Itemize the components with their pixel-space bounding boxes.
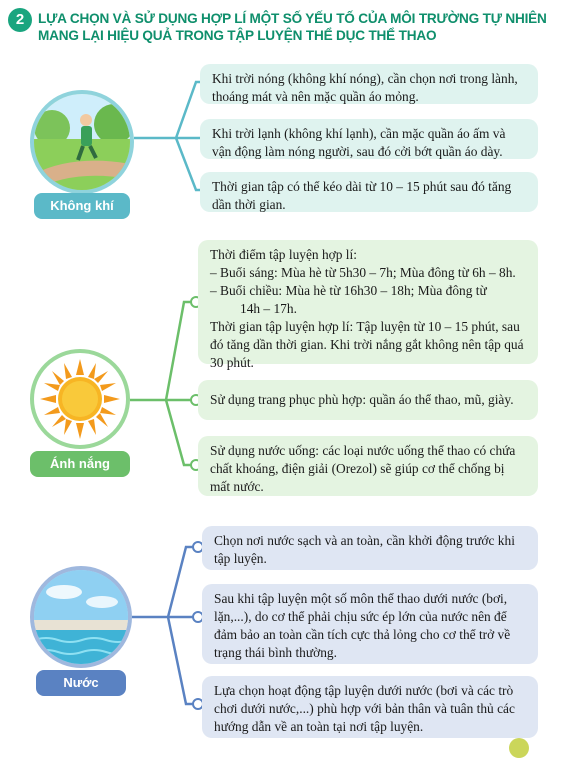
section-title-line-1: LỰA CHỌN VÀ SỬ DỤNG HỢP LÍ MỘT SỐ YẾU TỐ CỦA MÔI TRƯỜNG TỰ NHIÊN	[38, 11, 547, 26]
info-box-nuoc-2	[202, 584, 538, 664]
info-text: Thời gian tập có thể kéo dài từ 10 – 15 phút sau đó tăng dần thời gian.	[212, 179, 512, 212]
sun-icon	[34, 353, 126, 445]
info-text: Sử dụng nước uống: các loại nước uống thể thao có chứa chất khoáng, điện giải (Orezol) sẽ giúp cơ thể chống bị mất nước.	[210, 443, 516, 494]
info-box-khong-khi-3	[200, 172, 538, 212]
section-number-badge: 2	[8, 8, 32, 32]
info-text: Sử dụng trang phục phù hợp: quần áo thể thao, mũ, giày.	[210, 392, 514, 407]
label-anh-nang: Ánh nắng	[30, 451, 130, 477]
info-box-khong-khi-2	[200, 119, 538, 159]
info-box-nuoc-3	[202, 676, 538, 738]
sun-illustration	[30, 349, 130, 449]
park-runner-icon	[34, 94, 130, 190]
info-text: Lựa chọn hoạt động tập luyện dưới nước (bơi và các trò chơi dưới nước,...) phù hợp với bản thân và tuân thủ các hướng dẫn về an toàn tại nơi tập luyện.	[214, 683, 515, 734]
label-khong-khi: Không khí	[34, 193, 130, 219]
section-title-line-2: MANG LẠI HIỆU QUẢ TRONG TẬP LUYỆN THỂ DỤC THỂ THAO	[38, 28, 437, 43]
info-box-anh-nang-2	[198, 380, 538, 420]
park-runner-illustration	[30, 90, 134, 194]
info-text: Chọn nơi nước sạch và an toàn, cần khởi động trước khi tập luyện.	[214, 533, 515, 566]
info-text: Khi trời nóng (không khí nóng), cần chọn nơi trong lành, thoáng mát và nên mặc quần áo mỏng.	[212, 71, 518, 104]
info-text: Khi trời lạnh (không khí lạnh), cần mặc quần áo ấm và vận động làm nóng người, sau đó cởi bớt quần áo dày.	[212, 126, 506, 159]
label-nuoc: Nước	[36, 670, 126, 696]
info-box-anh-nang-3	[198, 436, 538, 496]
info-text: 14h – 17h.	[240, 301, 297, 316]
info-box-khong-khi-1	[200, 64, 538, 104]
page-corner-dot	[509, 738, 529, 758]
pool-water-illustration	[30, 566, 132, 668]
pool-water-icon	[34, 570, 128, 664]
info-text: – Buổi sáng: Mùa hè từ 5h30 – 7h; Mùa đông từ 6h – 8h.	[210, 265, 516, 280]
info-text: Thời điểm tập luyện hợp lí:	[210, 247, 357, 262]
info-text: Sau khi tập luyện một số môn thể thao dưới nước (bơi, lặn,...), do cơ thể phải chịu sức ép lớn của nước nên để đảm bảo an toàn cần tích cực thả lỏng cho cơ thể trở về trạng thái bình thường.	[214, 591, 511, 660]
info-box-nuoc-1	[202, 526, 538, 570]
info-text: Thời gian tập luyện hợp lí: Tập luyện từ 10 – 15 phút, sau đó tăng dần thời gian. Khi trời nắng gắt không nên tập quá 30 phút.	[210, 319, 524, 370]
info-box-anh-nang-1	[198, 240, 538, 370]
info-text: – Buổi chiều: Mùa hè từ 16h30 – 18h; Mùa đông từ	[210, 283, 487, 298]
